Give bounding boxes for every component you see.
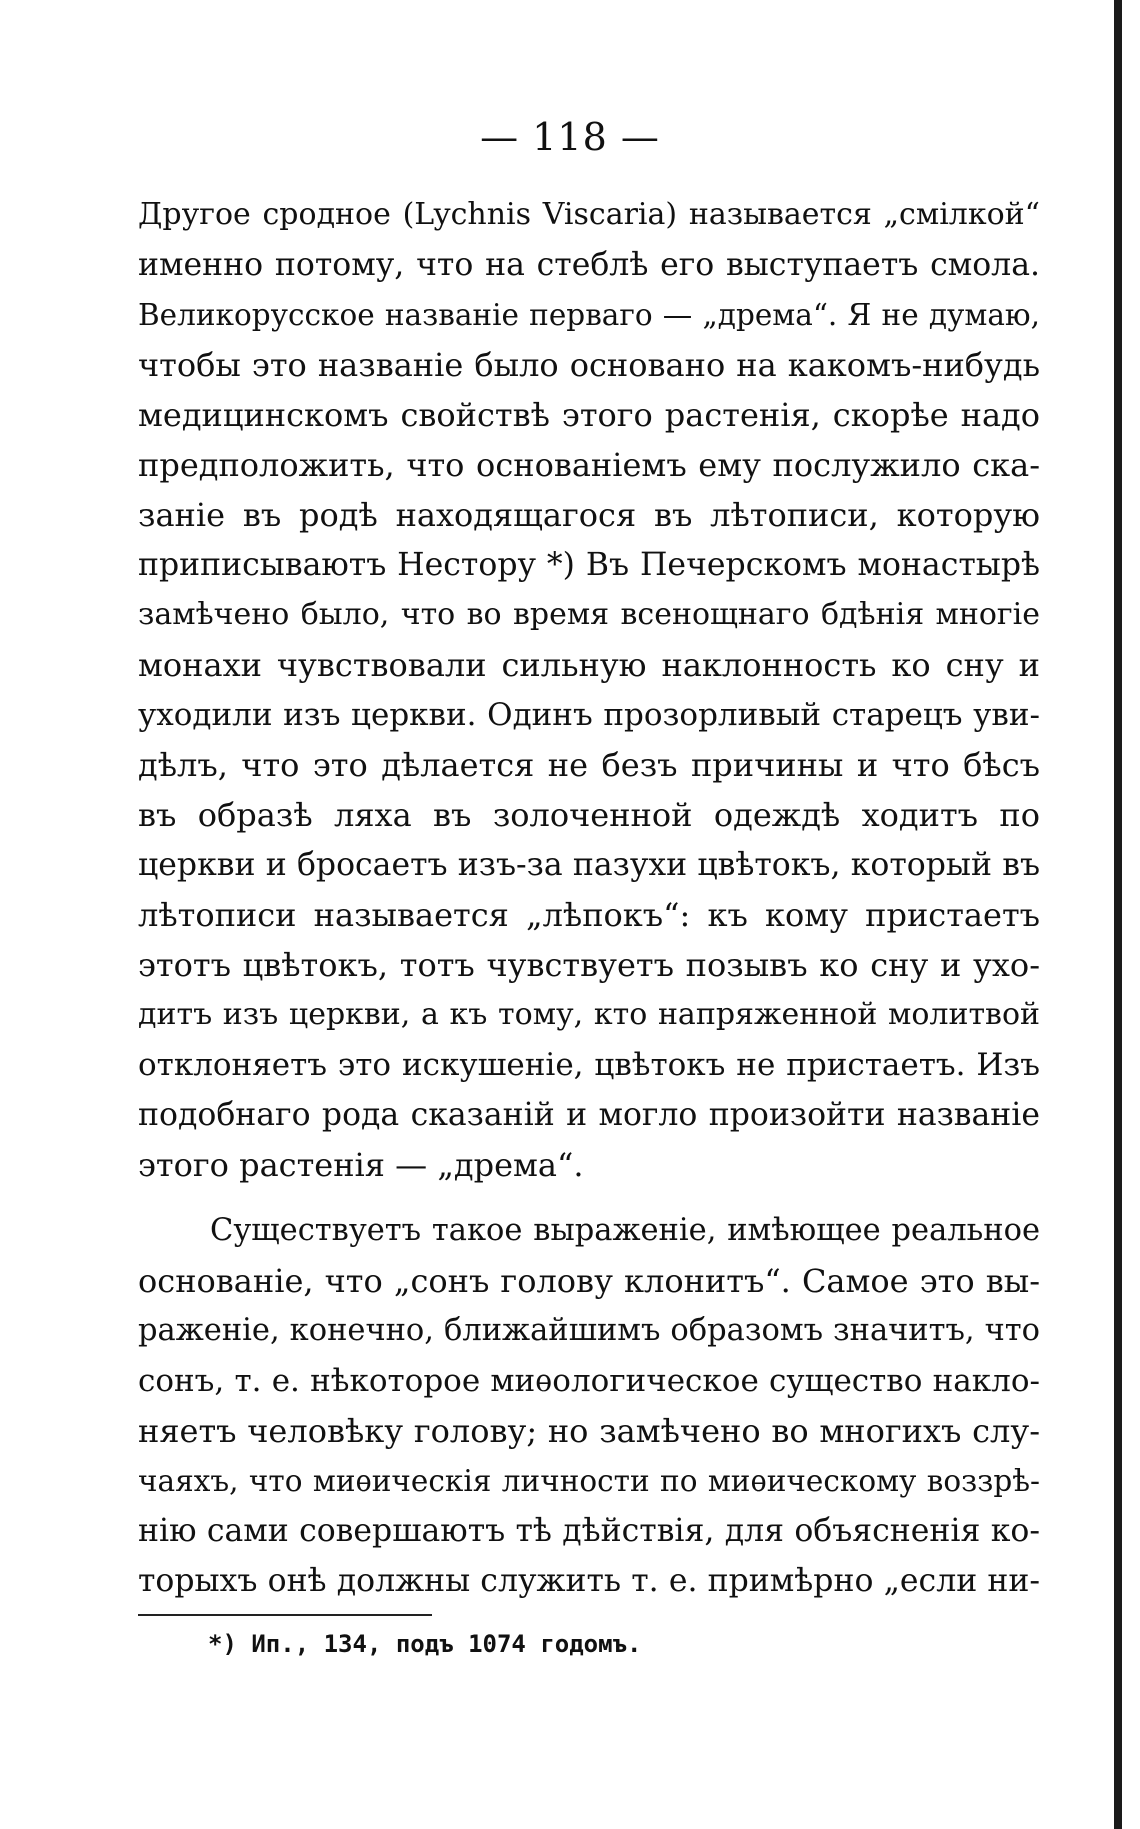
text-line: лѣтописи называется „лѣпокъ“: къ кому пристаетъ [138, 896, 1040, 934]
paragraph-1 [138, 190, 1040, 1190]
text-line: нію сами совершаютъ тѣ дѣйствія, для объясненія ко- [138, 1513, 1040, 1549]
text-line: предположить, что основаніемъ ему послужило ска- [138, 446, 1040, 484]
text-line: чаяхъ, что миѳическія личности по миѳическому воззрѣ- [138, 1464, 1040, 1498]
text-line: Другое сродное (Lychnis Viscaria) называется „смілкой“ [138, 197, 1040, 232]
paragraph-2 [138, 1206, 1040, 1606]
text-line: уходили изъ церкви. Одинъ прозорливый старецъ уви- [138, 697, 1040, 733]
text-line: церкви и бросаетъ изъ-за пазухи цвѣтокъ, который въ [138, 847, 1040, 883]
text-line: сонъ, т. е. нѣкоторое миѳологическое существо накло- [138, 1363, 1040, 1399]
text-line: замѣчено было, что во время всенощнаго бдѣнія многіе [138, 597, 1040, 632]
text-line: подобнаго рода сказаній и могло произойти названіе [138, 1097, 1040, 1133]
text-line: дитъ изъ церкви, а къ тому, кто напряженной молитвой [138, 997, 1040, 1032]
text-line: заніе въ родѣ находящагося въ лѣтописи, которую [138, 496, 1040, 534]
footnote-rule [138, 1614, 432, 1616]
text-line: дѣлъ, что это дѣлается не безъ причины и что бѣсъ [138, 746, 1040, 784]
text-line: въ образѣ ляха въ золоченной одеждѣ ходитъ по [138, 796, 1040, 834]
text-line: этого растенія — „дрема“. [138, 1146, 584, 1184]
text-line: этотъ цвѣтокъ, тотъ чувствуетъ позывъ ко сну и ухо- [138, 946, 1040, 984]
text-line: основаніе, что „сонъ голову клонитъ“. Самое это вы- [138, 1262, 1040, 1300]
text-line: раженіе, конечно, ближайшимъ образомъ значитъ, что [138, 1313, 1040, 1348]
text-line: отклоняетъ это искушеніе, цвѣтокъ не пристаетъ. Изъ [138, 1047, 1040, 1083]
paragraph-gap [138, 1190, 1040, 1206]
text-line: приписываютъ Нестору *) Въ Печерскомъ монастырѣ [138, 547, 1040, 583]
page-edge-shadow [1114, 0, 1122, 1829]
text-line: именно потому, что на стеблѣ его выступаетъ смола. [138, 247, 1040, 283]
text-line: няетъ человѣку голову; но замѣчено во многихъ слу- [138, 1412, 1040, 1450]
text-line: монахи чувствовали сильную наклонность ко сну и [138, 646, 1040, 684]
text-line: чтобы это названіе было основано на какомъ-нибудь [138, 346, 1040, 384]
text-line: медицинскомъ свойствѣ этого растенія, скорѣе надо [138, 396, 1040, 434]
text-line: Великорусское названіе перваго — „дрема“. Я не думаю, [138, 298, 1040, 332]
footnote: *) Ип., 134, подъ 1074 годомъ. [208, 1630, 642, 1658]
body-text [138, 190, 1040, 1606]
text-line: Существуетъ такое выраженіе, имѣющее реальное [210, 1213, 1040, 1248]
text-line: торыхъ онѣ должны служить т. е. примѣрно „если ни- [138, 1563, 1040, 1599]
page-number: — 118 — [480, 115, 660, 159]
